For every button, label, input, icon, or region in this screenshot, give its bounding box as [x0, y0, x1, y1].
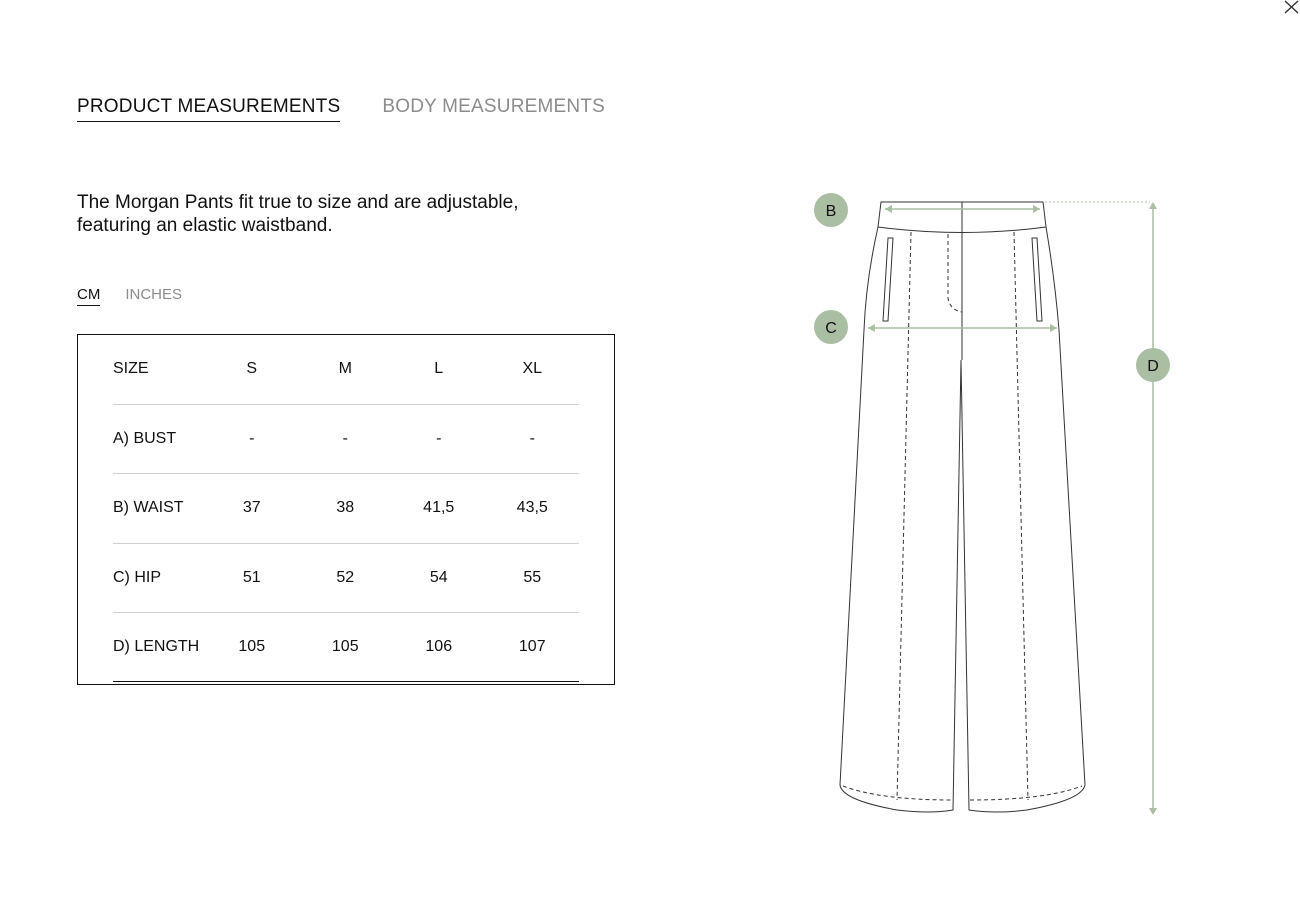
measurement-tabs [77, 96, 605, 122]
header-cell: SIZE [113, 335, 205, 404]
table-cell: 38 [299, 474, 393, 543]
header-cell: M [299, 335, 393, 404]
table-cell: 105 [299, 613, 393, 682]
measure-length [1045, 202, 1170, 815]
table-cell: 107 [486, 613, 580, 682]
pants-left-pocket [883, 238, 893, 321]
table-cell: - [392, 404, 486, 473]
header-cell: L [392, 335, 486, 404]
table-cell: 54 [392, 543, 486, 612]
unit-inches[interactable]: INCHES [125, 286, 183, 303]
row-label: A) BUST [113, 404, 205, 473]
table-row [113, 404, 579, 473]
table-cell: 51 [205, 543, 299, 612]
unit-toggle [77, 286, 182, 306]
row-label: B) WAIST [113, 474, 205, 543]
measure-hip [814, 310, 1057, 344]
product-description: The Morgan Pants fit true to size and are adjustable, featuring an elastic waistband. [77, 192, 519, 236]
pants-hem-right [970, 786, 1082, 800]
table-cell: 106 [392, 613, 486, 682]
marker-c-label: C [825, 320, 837, 337]
pants-crease-left [897, 232, 911, 800]
size-table-container [77, 334, 615, 685]
header-cell: XL [486, 335, 580, 404]
row-label: C) HIP [113, 543, 205, 612]
pants-hem-left [843, 786, 953, 800]
table-cell: 43,5 [486, 474, 580, 543]
table-row [113, 543, 579, 612]
table-header-row [113, 335, 579, 404]
table-row [113, 613, 579, 682]
pants-fly [948, 234, 962, 312]
close-icon [1280, 0, 1300, 18]
measure-waist [814, 193, 1040, 227]
close-button[interactable] [1280, 0, 1300, 18]
table-cell: 105 [205, 613, 299, 682]
table-cell: 55 [486, 543, 580, 612]
table-cell: - [486, 404, 580, 473]
row-label: D) LENGTH [113, 613, 205, 682]
tab-product-measurements[interactable]: PRODUCT MEASUREMENTS [77, 96, 340, 122]
header-cell: S [205, 335, 299, 404]
marker-d-label: D [1147, 358, 1159, 375]
pants-crease-right [1014, 232, 1028, 800]
table-row [113, 474, 579, 543]
table-cell: 52 [299, 543, 393, 612]
table-cell: - [205, 404, 299, 473]
pants-right-pocket [1032, 238, 1042, 321]
marker-b-label: B [825, 203, 837, 220]
size-table [113, 335, 579, 682]
tab-body-measurements[interactable]: BODY MEASUREMENTS [382, 96, 605, 117]
table-cell: 37 [205, 474, 299, 543]
pants-illustration [840, 202, 1085, 812]
pants-diagram [800, 180, 1200, 830]
table-cell: 41,5 [392, 474, 486, 543]
table-cell: - [299, 404, 393, 473]
unit-cm[interactable]: CM [77, 286, 100, 306]
